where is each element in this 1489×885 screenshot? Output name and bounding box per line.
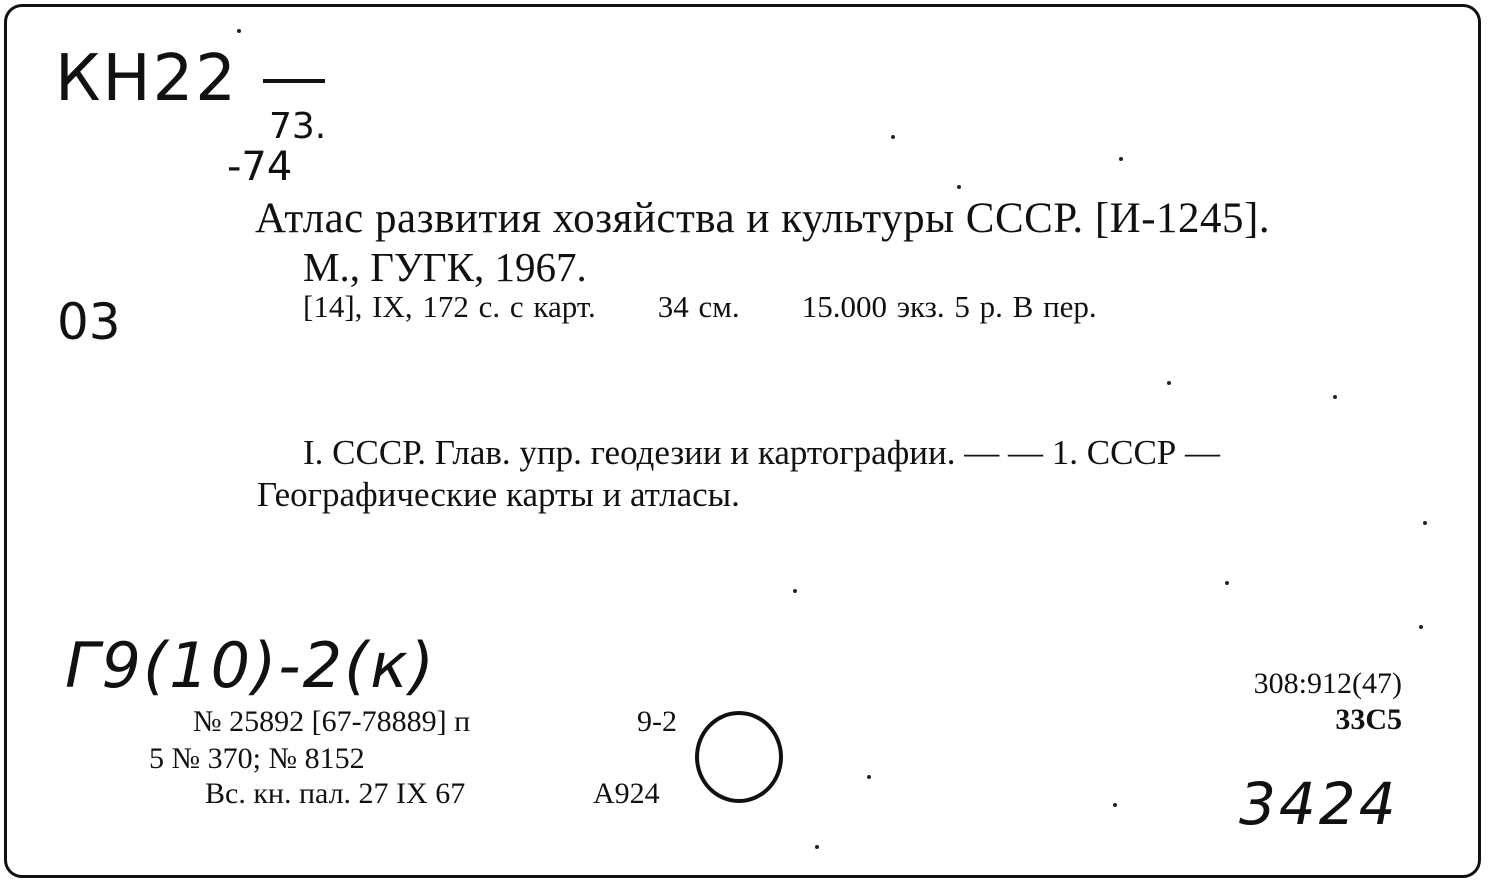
handwritten-year-2: -74	[227, 144, 293, 190]
scan-speck	[237, 29, 241, 33]
collation-edition: 15.000 экз. 5 р. В пер.	[801, 289, 1097, 324]
bbk-index: 33С5	[1335, 703, 1402, 736]
subjects-line-1: I. СССР. Глав. упр. геодезии и картографии. — — 1. СССР —	[303, 433, 1221, 472]
catalog-card	[4, 4, 1481, 878]
scan-speck	[891, 135, 895, 139]
scan-speck	[957, 185, 961, 189]
scan-speck	[1113, 803, 1117, 807]
repertoire-number: 5 № 370; № 8152	[149, 742, 365, 775]
title-line-1: Атлас развития хозяйства и культуры СССР. [И-1245].	[255, 195, 1271, 242]
code-a924: А924	[593, 777, 660, 810]
collation-size: 34 см.	[657, 289, 740, 324]
chronicle-line: Вс. кн. пал. 27 IX 67	[205, 777, 466, 810]
scan-speck	[1225, 581, 1229, 585]
scan-speck	[1119, 157, 1123, 161]
udc-index: 308:912(47)	[1253, 667, 1402, 700]
scan-speck	[1333, 395, 1337, 399]
handwritten-dash	[263, 79, 325, 83]
scan-speck	[867, 775, 871, 779]
handwritten-classification: Г9(10)-2(к)	[65, 629, 436, 702]
title-line-2: М., ГУГК, 1967.	[303, 244, 587, 290]
scan-speck	[815, 845, 819, 849]
scan-speck	[793, 589, 797, 593]
collation-line	[303, 291, 1097, 322]
handwritten-mark: 03	[57, 293, 121, 351]
handwritten-number: 3424	[1239, 770, 1399, 838]
scan-speck	[1423, 521, 1427, 525]
receipt-number: № 25892 [67-78889] п	[193, 705, 471, 738]
subjects-line-2: Географические карты и атласы.	[257, 475, 740, 514]
code-9-2: 9-2	[637, 705, 677, 738]
scan-speck	[1167, 381, 1171, 385]
handwritten-year-1: 73.	[269, 106, 327, 147]
collation-pages: [14], IX, 172 с. с карт.	[303, 289, 596, 324]
scan-speck	[1419, 625, 1423, 629]
stamp-circle	[695, 711, 783, 803]
handwritten-shelf-code: КН22	[55, 42, 238, 116]
